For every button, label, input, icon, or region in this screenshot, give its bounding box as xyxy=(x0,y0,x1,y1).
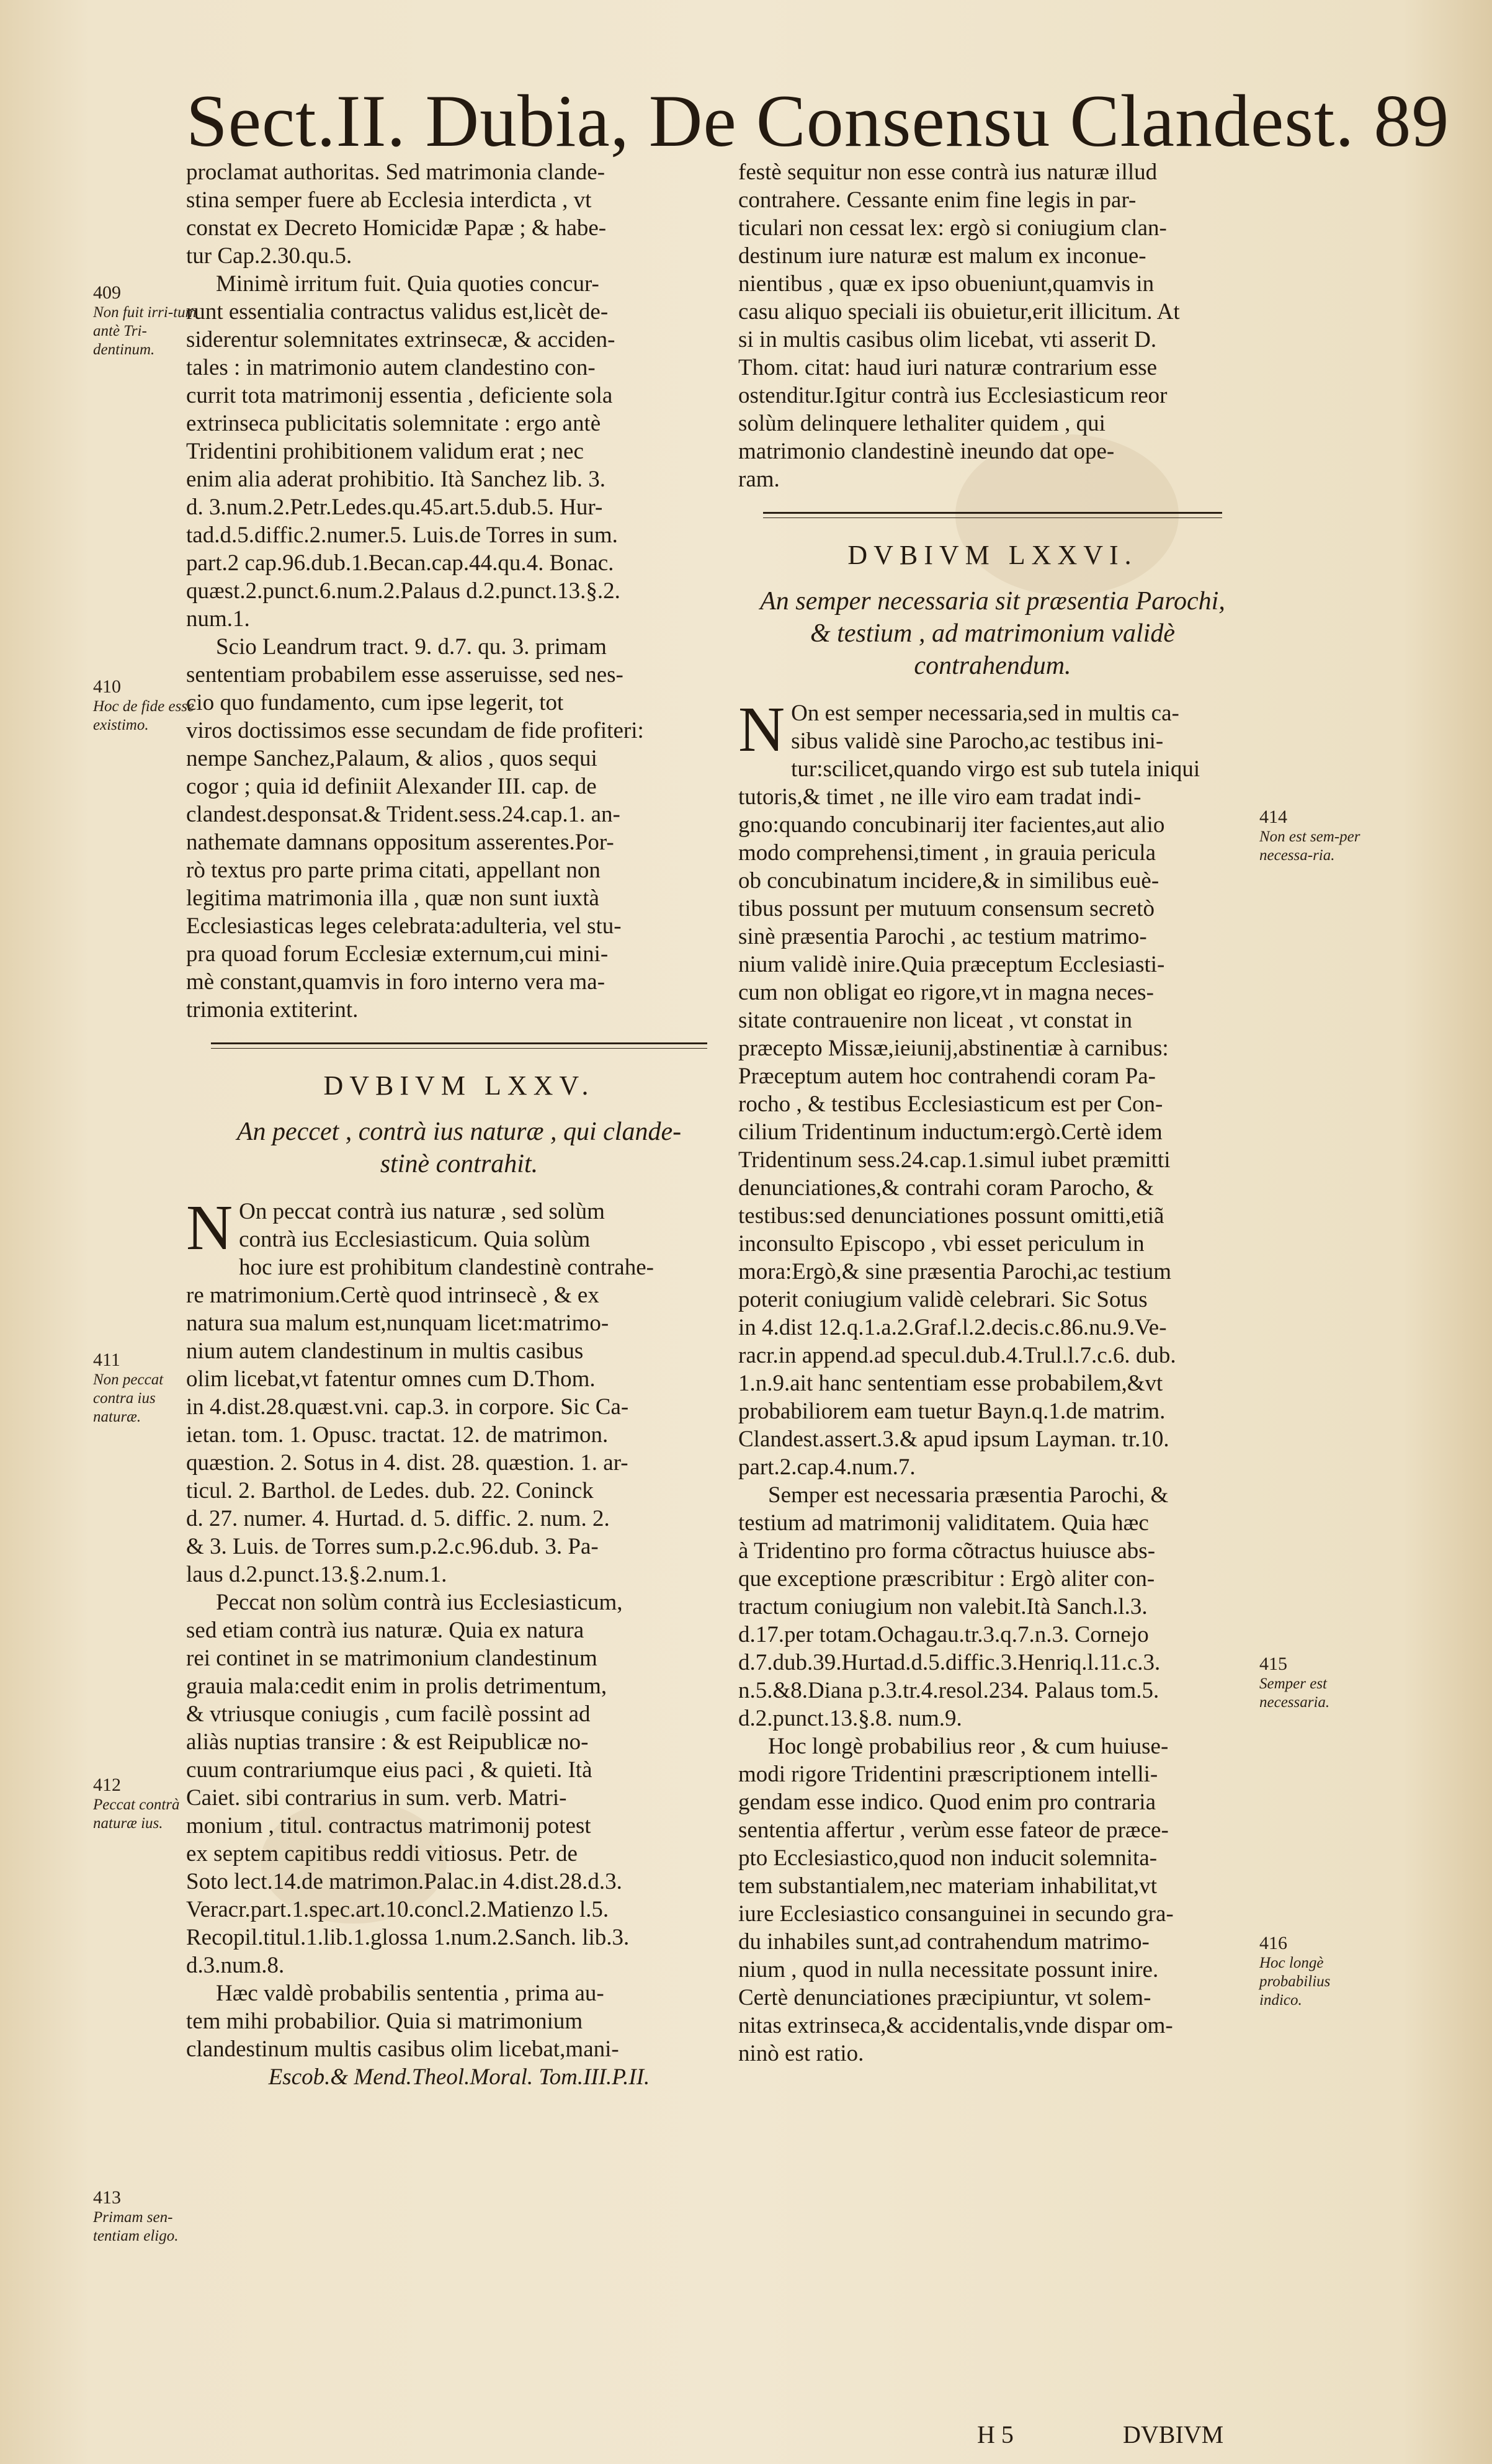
dubium-75-title: DVBIVM LXXV. xyxy=(323,1070,595,1101)
text-line: 1.n.9.ait hanc sententiam esse probabilem,&vt xyxy=(738,1371,1163,1396)
text-line: ostenditur.Igitur contrà ius Ecclesiasticum reor xyxy=(738,383,1168,408)
intro-paragraph xyxy=(186,158,732,270)
text-line: num.1. xyxy=(186,606,250,632)
text-line: ob concubinatum incidere,& in similibus euè- xyxy=(738,868,1159,894)
text-line: rocho , & testibus Ecclesiasticum est per Con- xyxy=(738,1091,1163,1117)
text-line: nempe Sanchez,Palaum, & alios , quos sequi xyxy=(186,746,597,771)
text-line: tutoris,& timet , ne ille viro eam tradat indi- xyxy=(738,784,1141,810)
text-line: sententia affertur , verùm esse fateor de præce- xyxy=(738,1817,1169,1843)
text-line: nientibus , quæ ex ipso obueniunt,quamvis in xyxy=(738,271,1155,297)
text-line: que exceptione præscribitur : Ergò aliter con- xyxy=(738,1566,1155,1592)
text-line: Veracr.part.1.spec.art.10.concl.2.Matienzo l.5. xyxy=(186,1897,609,1922)
text-line: sententiam probabilem esse asseruisse, sed nes- xyxy=(186,662,623,688)
text-line: Clandest.assert.3.& apud ipsum Layman. tr.10. xyxy=(738,1427,1169,1452)
text-line: d. 27. numer. 4. Hurtad. d. 5. diffic. 2. num. 2. xyxy=(186,1506,610,1531)
dubium-76-title: DVBIVM LXXVI. xyxy=(847,540,1138,570)
text-line: d.3.num.8. xyxy=(186,1953,285,1978)
text-line: part.2 cap.96.dub.1.Becan.cap.44.qu.4. Bonac. xyxy=(186,550,614,576)
text-line: ninò est ratio. xyxy=(738,2041,864,2066)
drop-cap: N xyxy=(738,694,785,765)
text-line: legitima matrimonia illa , quæ non sunt iuxtà xyxy=(186,885,599,911)
paragraph-414 xyxy=(738,694,1247,1481)
margin-note-410: 410 Hoc de fide esse existimo. xyxy=(93,676,195,733)
text-line: On est semper necessaria,sed in multis ca- xyxy=(791,701,1179,726)
text-line: nium , quod in nulla necessitate possunt inire. xyxy=(738,1957,1159,1982)
question-line: contrahendum. xyxy=(914,652,1071,680)
text-line: gno:quando concubinarij iter facientes,aut alio xyxy=(738,812,1165,838)
text-line: tur:scilicet,quando virgo est sub tutela iniqui xyxy=(791,756,1200,782)
text-line: rò textus pro parte prima citati, appellant non xyxy=(186,858,601,883)
text-line: pto Ecclesiastico,quod non inducit solemnita- xyxy=(738,1845,1158,1871)
text-line: viros doctissimos esse secundam de fide profiteri: xyxy=(186,718,644,743)
paragraph-415 xyxy=(738,1481,1247,1732)
text-line: rei continet in se matrimonium clandestinum xyxy=(186,1646,597,1671)
text-line: solùm delinquere lethaliter quidem , qui xyxy=(738,411,1106,436)
text-line: destinum iure naturæ est malum ex inconue- xyxy=(738,243,1146,269)
text-line: ietan. tom. 1. Opusc. tractat. 12. de matrimon. xyxy=(186,1422,609,1448)
text-line: nium autem clandestinum in multis casibus xyxy=(186,1338,584,1364)
text-line: mora:Ergò,& sine præsentia Parochi,ac testium xyxy=(738,1259,1172,1284)
margin-note-411: 411 Non peccat contra ius naturæ. xyxy=(93,1350,164,1425)
text-line: ticulari non cessat lex: ergò si coniugium clan- xyxy=(738,215,1167,241)
text-line: runt essentialia contractus validus est,licèt de- xyxy=(186,299,609,325)
text-line: quæstion. 2. Sotus in 4. dist. 28. quæstion. 1. ar- xyxy=(186,1450,628,1476)
text-line: iure Ecclesiastico consanguinei in secundo gra- xyxy=(738,1901,1174,1927)
text-line: d. 3.num.2.Petr.Ledes.qu.45.art.5.dub.5. Hur- xyxy=(186,495,603,520)
text-line: cuum contrariumque eius paci , & quieti. Ità xyxy=(186,1757,592,1783)
text-line: racr.in append.ad specul.dub.4.Trul.l.7.c.6. dub. xyxy=(738,1343,1176,1368)
text-line: stina semper fuere ab Ecclesia interdicta , vt xyxy=(186,187,592,213)
text-line: grauia mala:cedit enim in prolis detrimentum, xyxy=(186,1673,607,1699)
signature-mark: H 5 xyxy=(977,2421,1014,2448)
text-line: aliàs nuptias transire : & est Reipublicæ no- xyxy=(186,1729,589,1755)
text-line: tem substantialem,nec materiam inhabilitat,vt xyxy=(738,1873,1158,1899)
text-line: du inhabiles sunt,ad contrahendum matrimo- xyxy=(738,1929,1150,1955)
text-line: cogor ; quia id definiit Alexander III. cap. de xyxy=(186,774,597,799)
text-line: laus d.2.punct.13.§.2.num.1. xyxy=(186,1562,447,1587)
text-line: cio quo fundamento, cum ipse legerit, tot xyxy=(186,690,564,715)
text-line: n.5.&8.Diana p.3.tr.4.resol.234. Palaus tom.5. xyxy=(738,1678,1159,1703)
text-line: matrimonio clandestinè ineundo dat ope- xyxy=(738,439,1115,464)
question-line: & testium , ad matrimonium validè xyxy=(810,619,1175,648)
text-line: testium ad matrimonij validitatem. Quia hæc xyxy=(738,1510,1149,1536)
text-line: Ecclesiasticas leges celebrata:adulteria, vel stu- xyxy=(186,913,622,939)
paragraph-412 xyxy=(186,1588,732,1979)
text-line: contrà ius Ecclesiasticum. Quia solùm xyxy=(239,1227,591,1252)
margin-note-416: 416 Hoc longè probabilius indico. xyxy=(1259,1933,1331,2009)
text-line: clandestinum multis casibus olim licebat,mani- xyxy=(186,2036,619,2062)
catchword: DVBIVM xyxy=(1123,2421,1224,2448)
text-line: Caiet. sibi contrarius in sum. verb. Matri- xyxy=(186,1785,567,1811)
text-line: Tridentini prohibitionem validum erat ; nec xyxy=(186,439,584,464)
text-line: & vtriusque coniugis , cum facilè possint ad xyxy=(186,1701,591,1727)
text-line: Hæc valdè probabilis sententia , prima au- xyxy=(216,1981,604,2006)
text-line: sinè præsentia Parochi , ac testium matrimo- xyxy=(738,924,1147,949)
text-line: in 4.dist 12.q.1.a.2.Graf.l.2.decis.c.86.nu.9.Ve- xyxy=(738,1315,1167,1340)
text-line: natura sua malum est,nunquam licet:matrimo- xyxy=(186,1310,609,1336)
text-line: in 4.dist.28.quæst.vni. cap.3. in corpore. Sic Ca- xyxy=(186,1394,629,1420)
question-line: stinè contrahit. xyxy=(380,1150,538,1178)
running-header: Sect.II. Dubia, De Consensu Clandest. 89 xyxy=(186,79,1450,162)
text-line: proclamat authoritas. Sed matrimonia clande- xyxy=(186,159,605,185)
margin-note-415: 415 Semper est necessaria. xyxy=(1259,1654,1330,1711)
text-line: Thom. citat: haud iuri naturæ contrarium esse xyxy=(738,355,1158,380)
text-line: clandest.desponsat.& Trident.sess.24.cap.1. an- xyxy=(186,802,620,827)
text-line: constat ex Decreto Homicidæ Papæ ; & habe- xyxy=(186,215,607,241)
text-line: tales : in matrimonio autem clandestino con- xyxy=(186,355,596,380)
text-line: cum non obligat eo rigore,vt in magna neces- xyxy=(738,980,1154,1005)
text-line: ram. xyxy=(738,467,780,492)
paragraph-410 xyxy=(186,633,732,1024)
text-line: pra quoad forum Ecclesiæ externum,cui mini- xyxy=(186,941,609,967)
section-divider xyxy=(763,512,1222,518)
paragraph-413 xyxy=(186,1979,732,2063)
text-line: Soto lect.14.de matrimon.Palac.in 4.dist.28.d.3. xyxy=(186,1869,622,1894)
text-line: Recopil.titul.1.lib.1.glossa 1.num.2.Sanch. lib.3. xyxy=(186,1925,630,1950)
text-line: Semper est necessaria præsentia Parochi, & xyxy=(768,1482,1169,1508)
text-line: Scio Leandrum tract. 9. d.7. qu. 3. primam xyxy=(216,634,607,660)
paragraph-411 xyxy=(186,1192,732,1588)
text-line: ex septem capitibus reddi vitiosus. Petr. de xyxy=(186,1841,578,1866)
margin-note-413: 413 Primam sen-tentiam eligo. xyxy=(93,2187,179,2244)
text-line: siderentur solemnitates extrinsecæ, & acciden- xyxy=(186,327,615,352)
right-column xyxy=(738,158,1247,2068)
text-line: sitate contrauenire non liceat , vt constat in xyxy=(738,1008,1132,1033)
text-line: tibus possunt per mutuum consensum secretò xyxy=(738,896,1155,921)
text-line: tur Cap.2.30.qu.5. xyxy=(186,243,352,269)
margin-note-414: 414 Non est sem-per necessa-ria. xyxy=(1259,807,1360,864)
dubium-76-question xyxy=(738,585,1247,682)
text-line: d.2.punct.13.§.8. num.9. xyxy=(738,1706,962,1731)
text-line: nitas extrinseca,& accidentalis,vnde dispar om- xyxy=(738,2013,1173,2038)
margin-note-412: 412 Peccat contrà naturæ ius. xyxy=(93,1775,180,1832)
text-line: gendam esse indico. Quod enim pro contraria xyxy=(738,1790,1156,1815)
text-line: nathemate damnans oppositum asserentes.Por- xyxy=(186,830,614,855)
question-line: An peccet , contrà ius naturæ , qui clande- xyxy=(236,1118,682,1146)
text-line: inconsulto Episcopo , vbi esset periculum in xyxy=(738,1231,1145,1257)
text-line: enim alia aderat prohibitio. Ità Sanchez lib. 3. xyxy=(186,467,606,492)
paragraph-416 xyxy=(738,1732,1247,2068)
text-line: festè sequitur non esse contrà ius naturæ illud xyxy=(738,159,1158,185)
text-line: tem mihi probabilior. Quia si matrimonium xyxy=(186,2009,583,2034)
text-line: nium validè inire.Quia præceptum Ecclesiasti- xyxy=(738,952,1165,977)
text-line: ticul. 2. Barthol. de Ledes. dub. 22. Coninck xyxy=(186,1478,594,1503)
margin-note-409: 409 Non fuit irri-tum antè Tri-dentinum. xyxy=(93,282,197,358)
text-line: Hoc longè probabilius reor , & cum huiuse- xyxy=(768,1734,1169,1759)
paragraph-409 xyxy=(186,270,732,633)
text-line: quæst.2.punct.6.num.2.Palaus d.2.punct.13.§.2. xyxy=(186,578,620,604)
text-line: si in multis casibus olim licebat, vti asserit D. xyxy=(738,327,1157,352)
text-line: sibus validè sine Parocho,ac testibus ini- xyxy=(791,728,1164,754)
text-line: currit tota matrimonij essentia , deficiente sola xyxy=(186,383,613,408)
section-divider xyxy=(211,1042,707,1049)
text-line: re matrimonium.Certè quod intrinsecè , & ex xyxy=(186,1283,599,1308)
text-line: trimonia extiterint. xyxy=(186,997,359,1023)
text-line: contrahere. Cessante enim fine legis in par- xyxy=(738,187,1137,213)
text-line: Certè denunciationes præcipiuntur, vt solem- xyxy=(738,1985,1151,2010)
text-line: præcepto Missæ,ieiunij,abstinentiæ à carnibus: xyxy=(738,1036,1169,1061)
text-line: casu aliquo speciali iis obuietur,erit illicitum. At xyxy=(738,299,1180,325)
text-line: monium , titul. contractus matrimonij potest xyxy=(186,1813,591,1839)
text-line: hoc iure est prohibitum clandestinè contrahe- xyxy=(239,1255,654,1280)
text-line: poterit coniugium validè celebrari. Sic Sotus xyxy=(738,1287,1148,1312)
dubium-75-question xyxy=(186,1116,732,1180)
text-line: Peccat non solùm contrà ius Ecclesiasticum, xyxy=(216,1590,623,1615)
text-line: tractum coniugium non valebit.Ità Sanch.l.3. xyxy=(738,1594,1148,1620)
text-line: part.2.cap.4.num.7. xyxy=(738,1454,916,1480)
text-line: olim licebat,vt fatentur omnes cum D.Thom. xyxy=(186,1366,596,1392)
drop-cap: N xyxy=(186,1192,233,1263)
text-line: extrinseca publicitatis solemnitate : ergo antè xyxy=(186,411,601,436)
text-line: & 3. Luis. de Torres sum.p.2.c.96.dub. 3. Pa- xyxy=(186,1534,599,1559)
text-line: probabiliorem eam tuetur Bayn.q.1.de matrim. xyxy=(738,1399,1166,1424)
text-line: mè constant,quamvis in foro interno vera ma- xyxy=(186,969,605,995)
text-line: On peccat contrà ius naturæ , sed solùm xyxy=(239,1199,605,1224)
question-line: An semper necessaria sit præsentia Parochi, xyxy=(760,587,1225,616)
text-line: denunciationes,& contrahi coram Parocho, & xyxy=(738,1175,1154,1201)
continued-paragraph xyxy=(738,158,1247,493)
left-column xyxy=(186,158,732,2091)
text-line: tad.d.5.diffic.2.numer.5. Luis.de Torres in sum. xyxy=(186,522,618,548)
text-line: testibus:sed denunciationes possunt omitti,etiã xyxy=(738,1203,1164,1229)
footer-author: Escob.& Mend.Theol.Moral. Tom.III.P.II. xyxy=(268,2064,650,2090)
text-line: d.7.dub.39.Hurtad.d.5.diffic.3.Henriq.l.11.c.3. xyxy=(738,1650,1161,1675)
text-line: modo comprehensi,timent , in grauia pericula xyxy=(738,840,1156,866)
text-line: à Tridentino pro forma cõtractus huiusce abs- xyxy=(738,1538,1156,1564)
text-line: sed etiam contrà ius naturæ. Quia ex natura xyxy=(186,1618,584,1643)
text-line: cilium Tridentinum inductum:ergò.Certè idem xyxy=(738,1119,1163,1145)
text-line: modi rigore Tridentini præscriptionem intelli- xyxy=(738,1762,1158,1787)
text-line: Tridentinum sess.24.cap.1.simul iubet præmitti xyxy=(738,1147,1171,1173)
text-line: Minimè irritum fuit. Quia quoties concur- xyxy=(216,271,599,297)
text-line: Præceptum autem hoc contrahendi coram Pa- xyxy=(738,1064,1156,1089)
text-line: d.17.per totam.Ochagau.tr.3.q.7.n.3. Cornejo xyxy=(738,1622,1149,1647)
